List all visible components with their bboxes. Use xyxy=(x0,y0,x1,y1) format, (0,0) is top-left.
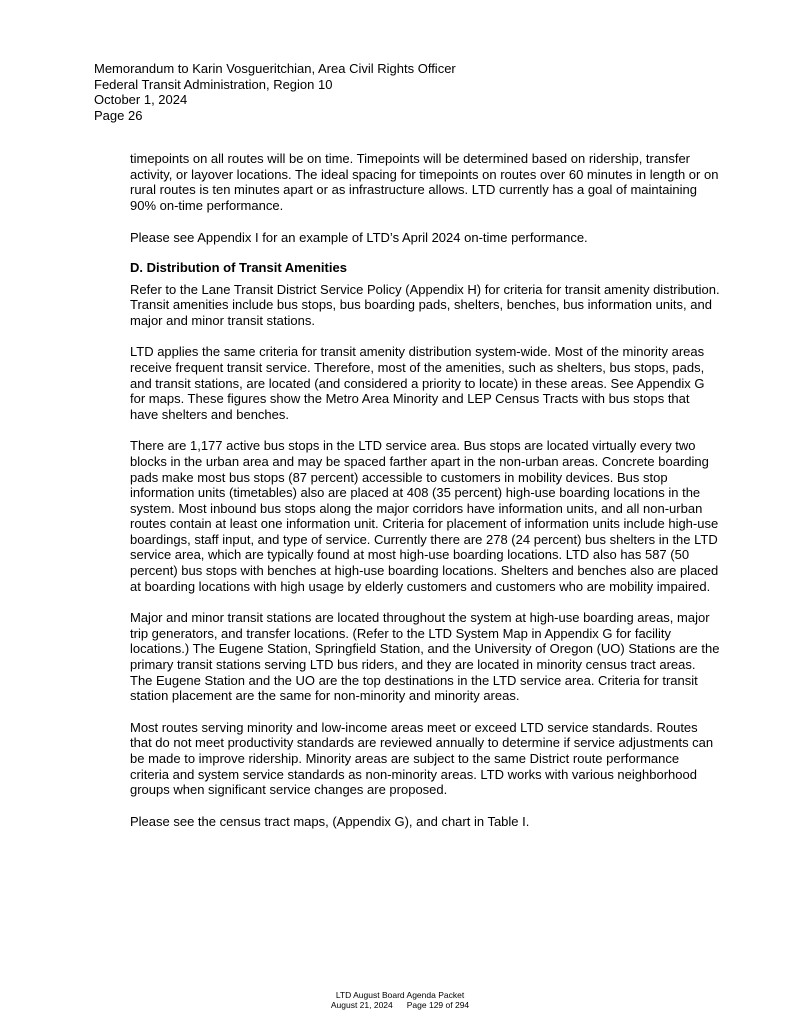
section-heading: D. Distribution of Transit Amenities xyxy=(130,259,347,275)
paragraph-census-maps: Please see the census tract maps, (Appendix G), and chart in Table I. xyxy=(130,813,530,829)
paragraph-transit-stations: Major and minor transit stations are located throughout the system at high-use boarding areas, major trip generators, and transfer locations. (Refer to the LTD System Map in Appendix G for facility locations.) The Eugene Station, Springfield Station, and the University of Oregon (UO) Stations are the primary transit stations serving LTD bus riders, and they are located in minority census tract areas. The Eugene Station and the UO are the top destinations in the LTD service area. Criteria for transit station placement are the same for non-minority and minority areas. xyxy=(130,610,720,704)
paragraph-routes: Most routes serving minority and low-income areas meet or exceed LTD service standards. Routes that do not meet productivity standards are reviewed annually to determine if service adjustments can be made to improve ridership. Minority areas are subject to the same District route performance criteria and system service standards as non-minority areas. LTD works with various neighborhood groups when significant service changes are proposed. xyxy=(130,719,714,798)
paragraph-bus-stops: There are 1,177 active bus stops in the LTD service area. Bus stops are located virtually every two blocks in the urban area and may be spaced farther apart in the non-urban areas. Concrete boarding pads make most bus stops (87 percent) accessible to customers in mobility devices. Bus stop information units (timetables) also are placed at 408 (35 percent) high-use boarding locations in the system. Most inbound bus stops along the major corridors have information units, and all non-urban routes contain at least one information unit. Criteria for placement of information units include high-use boardings, staff input, and type of service. Currently there are 278 (24 percent) bus shelters in the LTD service area, which are typically found at most high-use boarding locations. LTD also has 587 (50 percent) bus stops with benches at high-use boarding locations. Shelters and benches also are placed at boarding locations with high usage by elderly customers and customers who are mobility impaired. xyxy=(130,438,719,594)
paragraph-appendix-i: Please see Appendix I for an example of LTD’s April 2024 on-time performance. xyxy=(130,230,588,246)
memo-date: October 1, 2024 xyxy=(94,92,188,107)
paragraph-system-wide: LTD applies the same criteria for transit amenity distribution system-wide. Most of the minority areas receive frequent transit service. Therefore, most of the amenities, such as shelters, bus stops, pads, and transit stations, are located (and considered a priority to locate) in these areas. See Appendix G for maps. These figures show the Metro Area Minority and LEP Census Tracts with bus stops that have shelters and benches. xyxy=(130,344,705,422)
memo-recipient: Memorandum to Karin Vosgueritchian, Area Civil Rights Officer xyxy=(94,61,456,76)
footer-date-page xyxy=(0,1000,800,1010)
memo-header xyxy=(94,61,456,123)
footer-date: August 21, 2024 xyxy=(330,1000,393,1010)
memo-body xyxy=(130,151,720,845)
footer-packet-title: LTD August Board Agenda Packet xyxy=(335,990,465,1000)
paragraph-amenity-criteria: Refer to the Lane Transit District Service Policy (Appendix H) for criteria for transit amenity distribution. Transit amenities include bus stops, bus boarding pads, shelters, benches, bus information units, and major and minor transit stations. xyxy=(130,281,720,328)
memo-page-number: Page 26 xyxy=(94,107,143,123)
page-footer xyxy=(0,990,800,1010)
footer-page-count: Page 129 of 294 xyxy=(406,1000,470,1010)
paragraph-timepoints: timepoints on all routes will be on time. Timepoints will be determined based on ridership, transfer activity, or layover locations. The ideal spacing for timepoints on routes over 60 minutes in length or on rural routes is ten minutes apart or as infrastructure allows. LTD currently has a goal of maintaining 90% on-time performance. xyxy=(130,151,719,213)
memo-organization: Federal Transit Administration, Region 10 xyxy=(94,76,333,92)
